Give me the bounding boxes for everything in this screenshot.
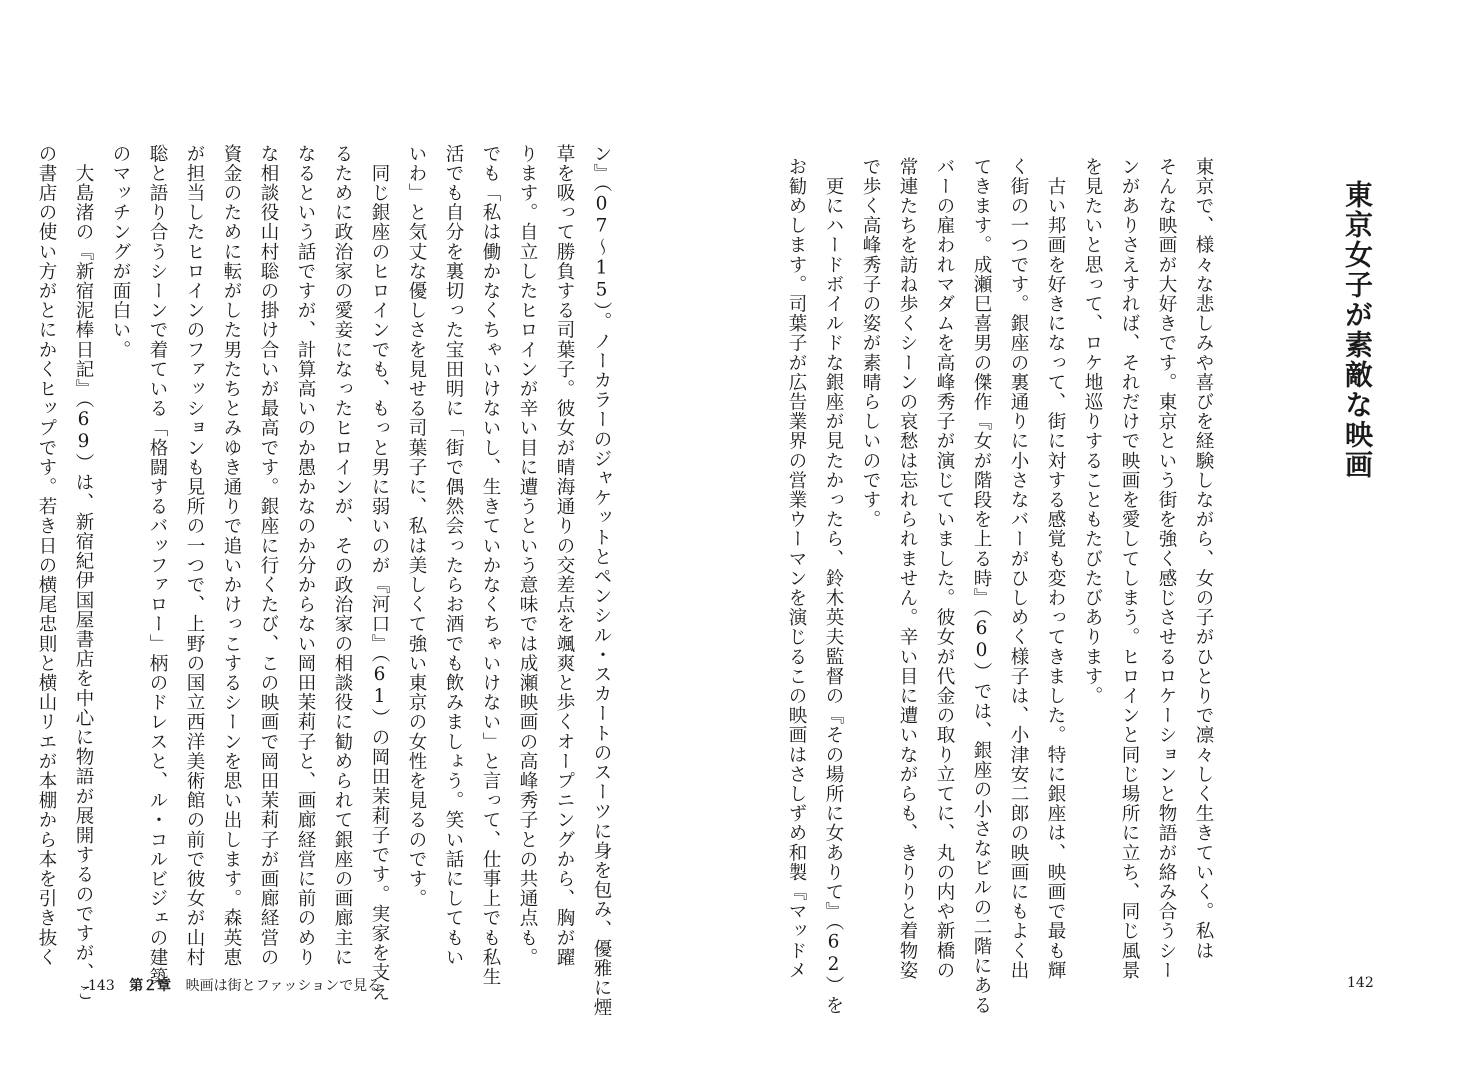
text-line: のマッチングが面白い。 [110,144,131,360]
text-line: 活でも自分を裏切った宝田明に「街で偶然会ったらお酒でも飲みましょう。笑い話にしてもい [443,144,464,968]
text-line: るために政治家の愛妾になったヒロインが、その政治家の相談役に勧められて銀座の画廊主に [332,144,353,968]
text-line: いわ」と気丈な優しさを見せる司葉子に、私は美しくて強い東京の女性を見るのです。 [406,144,427,909]
text-line: く街の一つです。銀座の裏通りに小さなバーがひしめく様子は、小津安二郎の映画にもよく出 [1008,157,1029,981]
text-line: 資金のために転がした男たちとみゆき通りで追いかけっこするシーンを思い出します。森英恵 [221,144,242,968]
running-footer [88,975,381,995]
chapter-label: 第２章 [129,978,172,994]
section-title: 東京女子が素敵な映画 [1341,180,1374,480]
text-line: バーの雇われマダムを高峰秀子が演じていました。彼女が代金の取り立てに、丸の内や新橋の [934,157,955,981]
text-line: 更にハードボイルドな銀座が見たかったら、鈴木英夫監督の『その場所に女ありて』（62）を [823,157,844,1016]
text-line: の書店の使い方がとにかくヒップです。若き日の横尾忠則と横山リエが本棚から本を引き抜く [36,144,57,968]
text-line: 常連たちを訪ね歩くシーンの哀愁は忘れられません。辛い目に遭いながらも、きりりと着物姿 [897,157,918,981]
right-page-body [778,157,1222,1016]
text-line: でも「私は働かなくちゃいけないし、生きていかなくちゃいけない」と言って、仕事上でも私生 [480,144,501,987]
text-line: が担当したヒロインのファッションも見所の一つで、上野の国立西洋美術館の前で彼女が山村 [184,144,205,968]
text-line: なるという話ですが、計算高いのか愚かなのか分からない岡田茉莉子と、画廊経営に前のめり [295,144,316,968]
text-line: ります。自立したヒロインが辛い目に遭うという意味では成瀬映画の高峰秀子との共通点も。 [517,144,538,968]
text-line: てきます。成瀬巳喜男の傑作『女が階段を上る時』（60）では、銀座の小さなビルの二階にある [971,157,992,1016]
text-line: 草を吸って勝負する司葉子。彼女が晴海通りの交差点を颯爽と歩くオープニングから、胸が躍 [554,144,575,968]
text-line: で歩く高峰秀子の姿が素晴らしいのです。 [860,157,881,530]
text-line: ン』（07〜15）。ノーカラーのジャケットとペンシル・スカートのスーツに身を包み、優雅に煙 [591,144,612,1018]
text-line: 同じ銀座のヒロインでも、もっと男に弱いのが『河口』（61）の岡田茉莉子です。実家を支え [369,144,390,1003]
chapter-title: 映画は街とファッションで見る [185,978,382,994]
text-line: を見たいと思って、ロケ地巡りすることもたびたびあります。 [1082,157,1103,706]
text-line: そんな映画が大好きです。東京という街を強く感じさせるロケーションと物語が絡み合うシー [1156,157,1177,981]
page-number: 143 [88,978,115,994]
page-number: 142 [1347,975,1374,991]
text-line: 聡と語り合うシーンで着ている「格闘するバッファロー」柄のドレスと、ル・コルビジェの建築 [147,144,168,987]
text-line: ンがありさえすれば、それだけで映画を愛してしまう。ヒロインと同じ場所に立ち、同じ風景 [1119,157,1140,981]
right-page [730,0,1460,1081]
text-line: 古い邦画を好きになって、街に対する感覚も変わってきました。特に銀座は、映画で最も輝 [1045,157,1066,981]
text-line: 東京で、様々な悲しみや喜びを経験しながら、女の子がひとりで凛々しく生きていく。私は [1193,157,1214,961]
text-line: な相談役山村聡の掛け合いが最高です。銀座に行くたび、この映画で岡田茉莉子が画廊経営の [258,144,279,968]
text-line: 大島渚の『新宿泥棒日記』（69）は、新宿紀伊国屋書店を中心に物語が展開するのですが、こ [73,144,94,1003]
text-line: お勧めします。司葉子が広告業界の営業ウーマンを演じるこの映画はさしずめ和製『マッドメ [786,157,807,981]
